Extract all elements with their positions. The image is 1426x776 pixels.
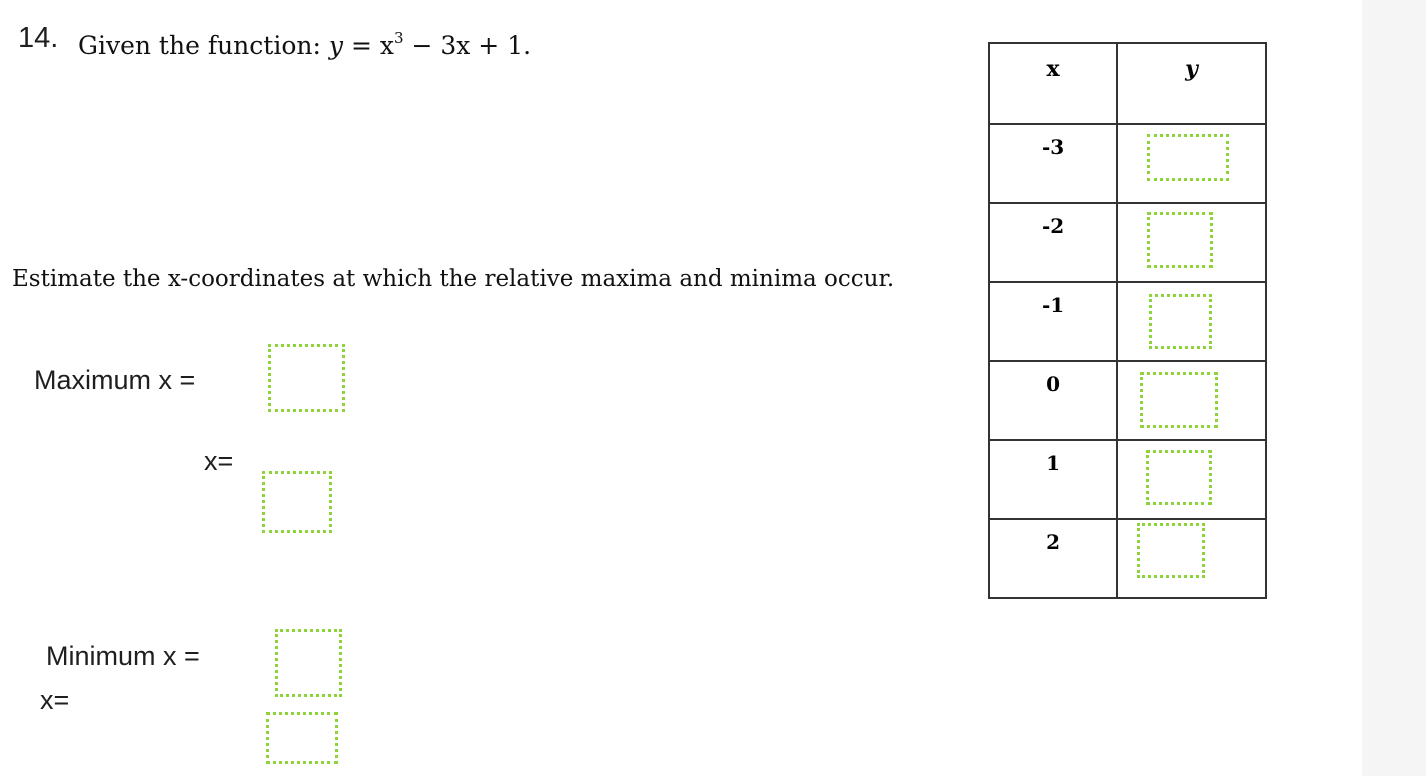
x-value: -3 <box>989 124 1117 203</box>
estimate-instruction: Estimate the x-coordinates at which the relative maxima and minima occur. <box>12 266 895 292</box>
function-x: x <box>379 31 394 60</box>
y-answer-box[interactable] <box>1146 450 1212 505</box>
table-row <box>989 361 1266 440</box>
maximum-answer-box-1[interactable] <box>268 344 345 412</box>
y-cell <box>1117 440 1266 519</box>
x-column-header: x <box>989 43 1117 124</box>
minimum-label: Minimum x = <box>46 641 200 671</box>
right-margin-panel <box>1362 0 1426 776</box>
maximum-label: Maximum x = <box>34 365 196 395</box>
minimum-answer-box-2[interactable] <box>266 712 338 764</box>
minimum-answer-box-1[interactable] <box>275 629 342 697</box>
x-value: 0 <box>989 361 1117 440</box>
y-cell <box>1117 282 1266 361</box>
function-y: y <box>328 31 343 60</box>
y-cell <box>1117 519 1266 598</box>
y-answer-box[interactable] <box>1149 294 1212 349</box>
maximum-answer-box-2[interactable] <box>262 471 332 533</box>
table-row <box>989 519 1266 598</box>
x-value: 1 <box>989 440 1117 519</box>
maximum-second-label: x= <box>204 446 234 476</box>
function-exponent: 3 <box>393 28 404 47</box>
table-row <box>989 203 1266 282</box>
table-row <box>989 282 1266 361</box>
question-number: 14. <box>18 22 59 54</box>
table-header-row <box>989 43 1266 124</box>
x-value: 2 <box>989 519 1117 598</box>
xy-table <box>988 42 1267 599</box>
prompt-prefix: Given the function: <box>78 31 321 60</box>
x-value: -2 <box>989 203 1117 282</box>
function-rest: − 3x + 1. <box>411 31 532 60</box>
y-answer-box[interactable] <box>1137 523 1205 578</box>
minimum-second-label: x= <box>40 685 70 715</box>
y-cell <box>1117 124 1266 203</box>
table-row <box>989 124 1266 203</box>
y-cell <box>1117 203 1266 282</box>
function-equals: = <box>350 31 372 60</box>
y-column-header: y <box>1117 43 1266 124</box>
question-prompt <box>78 30 531 62</box>
y-cell <box>1117 361 1266 440</box>
y-answer-box[interactable] <box>1147 212 1213 268</box>
y-answer-box[interactable] <box>1140 372 1218 428</box>
y-answer-box[interactable] <box>1147 134 1229 181</box>
x-value: -1 <box>989 282 1117 361</box>
table-row <box>989 440 1266 519</box>
